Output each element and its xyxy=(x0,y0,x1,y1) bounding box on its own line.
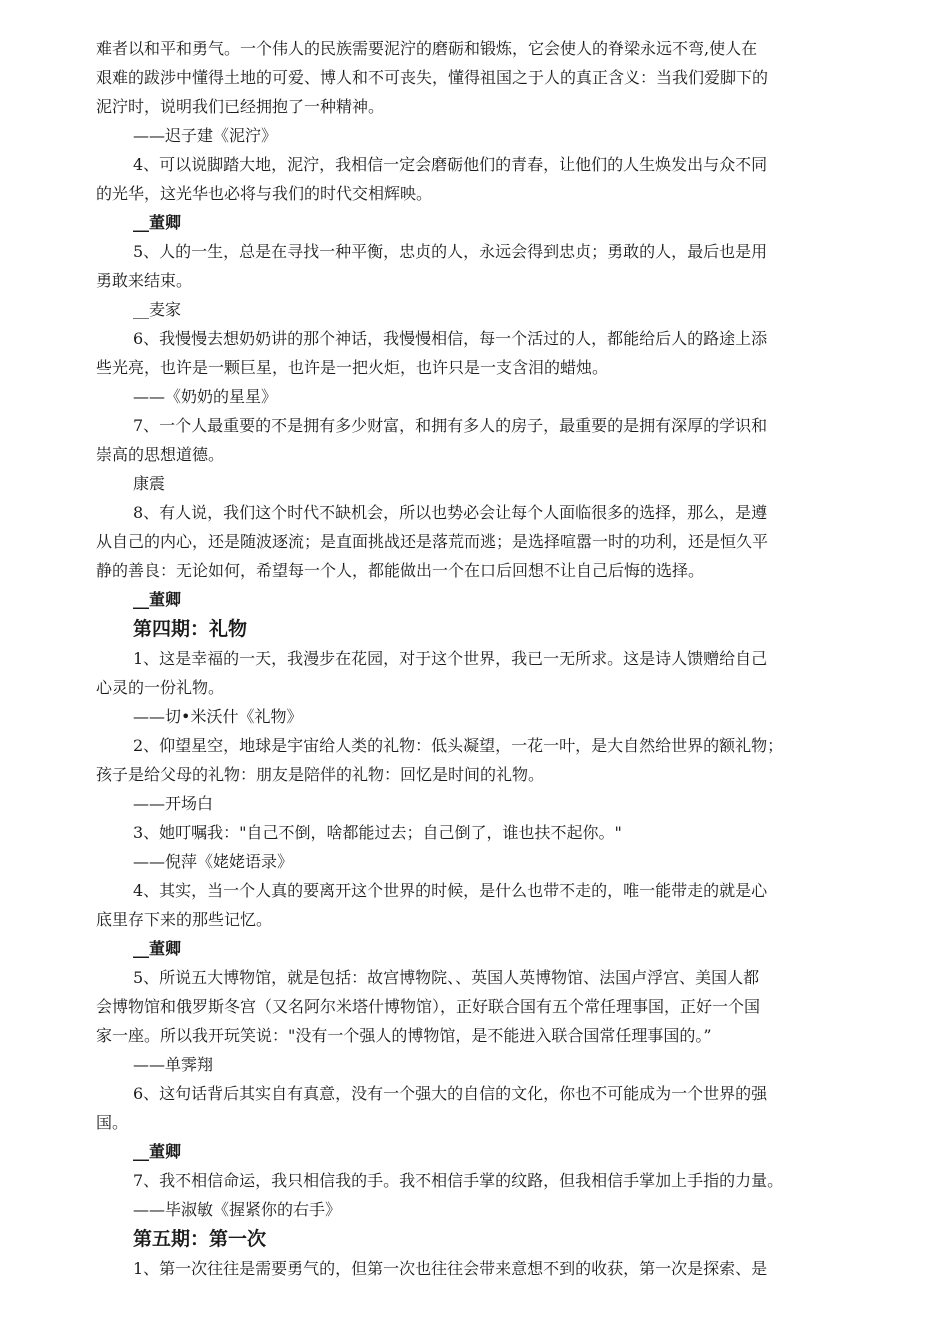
attribution-line: ——毕淑敏《握紧你的右手》 xyxy=(133,1200,342,1219)
paragraph-line: 5、所说五大博物馆，就是包括：故宫博物院、、英国人英博物馆、法国卢浮宫、美国人都 xyxy=(133,968,760,987)
paragraph-line: 勇敢来结束。 xyxy=(96,271,193,290)
attribution-line: __董卿 xyxy=(133,1142,182,1161)
attribution-line: ——迟子建《泥泞》 xyxy=(133,126,278,145)
attribution-line: __董卿 xyxy=(133,590,182,609)
paragraph-line: 7、一个人最重要的不是拥有多少财富，和拥有多人的房子，最重要的是拥有深厚的学识和 xyxy=(133,416,768,435)
attribution-line: ——《奶奶的星星》 xyxy=(133,387,278,406)
attribution-line: __麦家 xyxy=(133,300,182,319)
paragraph-line: 4、其实，当一个人真的要离开这个世界的时候，是什么也带不走的，唯一能带走的就是心 xyxy=(133,881,768,900)
document-page xyxy=(96,34,860,1283)
paragraph-line: 心灵的一份礼物。 xyxy=(96,678,225,697)
attribution-line: ——单霁翔 xyxy=(133,1055,214,1074)
paragraph-line: 6、这句话背后其实自有真意，没有一个强大的自信的文化，你也不可能成为一个世界的强 xyxy=(133,1084,768,1103)
section-heading: 第四期：礼物 xyxy=(133,618,248,640)
attribution-line: ——倪萍《姥姥语录》 xyxy=(133,852,294,871)
paragraph-line: 8、有人说，我们这个时代不缺机会，所以也势必会让每个人面临很多的选择，那么，是遵 xyxy=(133,503,768,522)
paragraph-line: 5、人的一生，总是在寻找一种平衡，忠贞的人，永远会得到忠贞；勇敢的人，最后也是用 xyxy=(133,242,768,261)
attribution-line: ——开场白 xyxy=(133,794,214,813)
paragraph-line: 6、我慢慢去想奶奶讲的那个神话，我慢慢相信，每一个活过的人，都能给后人的路途上添 xyxy=(133,329,768,348)
section-heading: 第五期：第一次 xyxy=(133,1228,267,1250)
paragraph-line: 会博物馆和俄罗斯冬宫（又名阿尔米塔什博物馆），正好联合国有五个常任理事国，正好一个国 xyxy=(96,997,761,1016)
paragraph-line: 底里存下来的那些记忆。 xyxy=(96,910,273,929)
paragraph-line: 国。 xyxy=(96,1113,129,1132)
paragraph-line: 7、我不相信命运，我只相信我的手。我不相信手掌的纹路，但我相信手掌加上手指的力量。 xyxy=(133,1171,784,1190)
paragraph-line: 的光华，这光华也必将与我们的时代交相辉映。 xyxy=(96,184,433,203)
paragraph-line: 些光亮，也许是一颗巨星，也许是一把火炬，也许只是一支含泪的蜡烛。 xyxy=(96,358,609,377)
attribution-line: __董卿 xyxy=(133,939,182,958)
paragraph-line: 1、这是幸福的一天，我漫步在花园，对于这个世界，我已一无所求。这是诗人馈赠给自己 xyxy=(133,649,768,668)
paragraph-line: 崇高的思想道德。 xyxy=(96,445,225,464)
paragraph-line: 从自己的内心，还是随波逐流；是直面挑战还是落荒而逃；是选择喧嚣一时的功利，还是恒久平 xyxy=(96,532,769,551)
attribution-line: ——切•米沃什《礼物》 xyxy=(133,707,303,726)
paragraph-line: 3、她叮嘱我："自己不倒，啥都能过去；自己倒了，谁也扶不起你。" xyxy=(133,823,622,842)
paragraph-line: 1、第一次往往是需要勇气的，但第一次也往往会带来意想不到的收获，第一次是探索、是 xyxy=(133,1259,768,1278)
paragraph-line: 孩子是给父母的礼物：朋友是陪伴的礼物：回忆是时间的礼物。 xyxy=(96,765,545,784)
paragraph-line: 难者以和平和勇气。一个伟人的民族需要泥泞的磨砺和锻炼，它会使人的脊梁永远不弯,使人在 xyxy=(96,39,758,58)
paragraph-line: 2、仰望星空，地球是宇宙给人类的礼物：低头凝望，一花一叶，是大自然给世界的额礼物； xyxy=(133,736,784,755)
paragraph-line: 4、可以说脚踏大地，泥泞，我相信一定会磨砺他们的青春，让他们的人生焕发出与众不同 xyxy=(133,155,768,174)
attribution-line: 康震 xyxy=(133,474,166,493)
paragraph-line: 家一座。所以我开玩笑说："没有一个强人的博物馆，是不能进入联合国常任理事国的。” xyxy=(96,1026,712,1045)
paragraph-line: 静的善良：无论如何，希望每一个人，都能做出一个在口后回想不让自己后悔的选择。 xyxy=(96,561,705,580)
attribution-line: __董卿 xyxy=(133,213,182,232)
paragraph-line: 泥泞时，说明我们已经拥抱了一种精神。 xyxy=(96,97,385,116)
paragraph-line: 艰难的跋涉中懂得土地的可爱、博人和不可丧失，懂得祖国之于人的真正含义：当我们爱脚下的 xyxy=(96,68,769,87)
